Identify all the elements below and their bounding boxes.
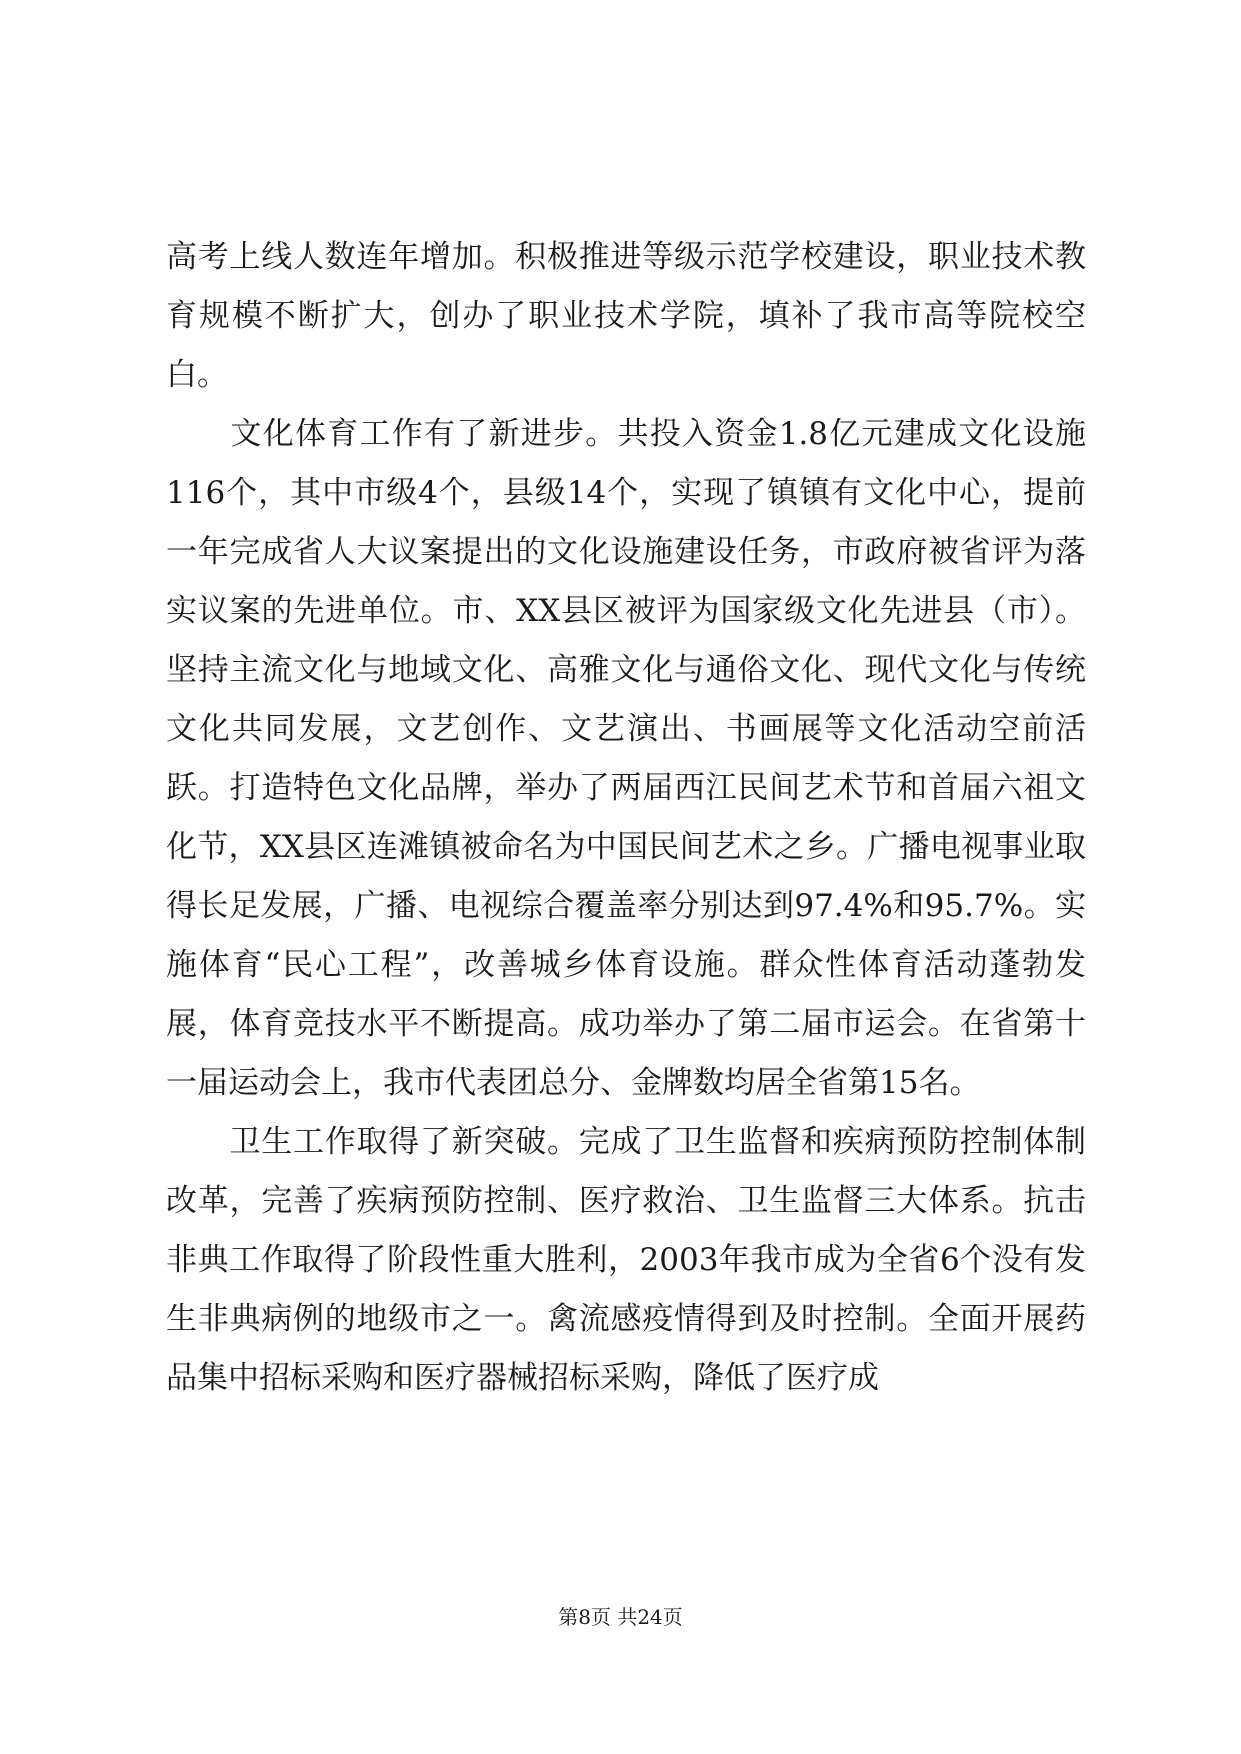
paragraph-culture-sports: 文化体育工作有了新进步。共投入资金1.8亿元建成文化设施116个，其中市级4个，县级14个，实现了镇镇有文化中心，提前一年完成省人大议案提出的文化设施建设任务，市政府被省评为落实议案的先进单位。市、XX县区被评为国家级文化先进县（市）。坚持主流文化与地域文化、高雅文化与通俗文化、现代文化与传统文化共同发展，文艺创作、文艺演出、书画展等文化活动空前活跃。打造特色文化品牌，举办了两届西江民间艺术节和首届六祖文化节，XX县区连滩镇被命名为中国民间艺术之乡。广播电视事业取得长足发展，广播、电视综合覆盖率分别达到97.4%和95.7%。实施体育“民心工程”，改善城乡体育设施。群众性体育活动蓬勃发展，体育竞技水平不断提高。成功举办了第二届市运会。在省第十一届运动会上，我市代表团总分、金牌数均居全省第15名。 [166,416,1086,1101]
document-body [166,228,1086,1408]
paragraph-education-continued: 高考上线人数连年增加。积极推进等级示范学校建设，职业技术教育规模不断扩大，创办了职业技术学院，填补了我市高等院校空白。 [166,239,1086,393]
page-number-footer: 第8页 共24页 [558,1605,683,1629]
paragraph-health: 卫生工作取得了新突破。完成了卫生监督和疾病预防控制体制改革，完善了疾病预防控制、医疗救治、卫生监督三大体系。抗击非典工作取得了阶段性重大胜利，2003年我市成为全省6个没有发生非典病例的地级市之一。禽流感疫情得到及时控制。全面开展药品集中招标采购和医疗器械招标采购，降低了医疗成 [166,1124,1086,1396]
